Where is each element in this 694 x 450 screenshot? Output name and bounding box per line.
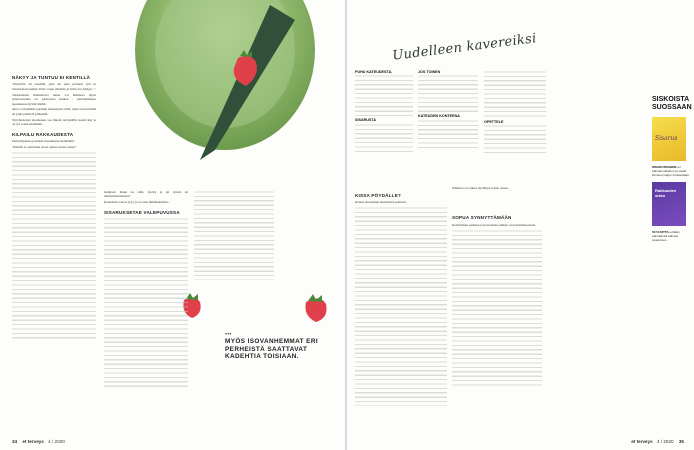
book1-description: SISARUSSUHDE on elämänmittainen ja vaatii ihmisen paljon ilmaisultaan. [652,165,690,177]
right-column-1 [355,70,413,160]
book-title: Rakkauden sisko [655,188,677,198]
filler-text [418,74,478,114]
strawberry-small-icon-2 [300,290,336,326]
label-sisarusta: SISARUSTA [355,118,377,123]
filler-text [418,119,478,149]
filler-text [12,151,96,341]
filler-text [355,206,447,406]
paragraph: Työyhteisössä sisarkateus saa ilmetä vertymällä, kenkä käy ja on työ toisia enemmän. [12,117,96,127]
quote-dots: ••• [225,332,232,338]
filler-text [355,74,413,118]
right-column-4 [355,186,447,421]
label-puhu: PUHU KATEUDESTA, [355,70,393,74]
label-kateuden: KATEUDEN KONTEENA [418,114,460,119]
brand: et terveys [631,439,653,444]
filler-text [355,123,413,153]
brand: et terveys [22,439,44,444]
filler-text [194,190,274,280]
heading-1: NÄKYY JA TUNTUU EI KENTILLÄ [12,75,91,80]
page-number: 34 [12,439,18,444]
paragraph: Aina voi kadehtia parempi menestystä, niitä, jotka saavat nimiä tai jotka pääsivät pölkeällä. [12,107,96,116]
footer-left [12,439,65,444]
strawberry-plate-illustration [120,0,320,190]
left-column-3 [194,190,274,290]
article-title: Uudelleen kavereiksi [391,31,538,64]
heading-3: SISARUKSETAE VALEPUVUSSA [104,209,180,215]
paragraph: Kateus sisaruuden merkitystä pelataan. [355,200,407,205]
paragraph: "Kaikila se saavuttaa sinun anaan enaan anaan" [12,144,77,149]
paragraph: hengissä. Kuka on siitti, kyräty ja tai työssä tai ammattituomioista? [104,190,188,199]
filler-text [104,217,188,387]
sidebar [652,96,694,242]
left-column-2 [104,190,188,425]
label-opettele: OPETTELE [484,120,504,124]
paragraph: Sisarkateutta muistuttava tunne voi kimmota myös työkavereiden tai ystävysten kesken - parhaimmassa tapauksessa hyvää mieltä. [12,92,96,106]
paragraph: Keskiväisen perheen ja kavereiden suhteet ovat monimuotoisia. [452,222,536,227]
right-column-5 [452,186,542,421]
left-page [0,0,346,450]
filler-text [484,124,546,154]
filler-text [452,229,542,389]
issue: 4 / 2020 [656,439,674,444]
book-title: Sisarus [655,135,678,142]
intro-quote: "Pomoilla oli suosikki, joka sai aina parhaat työt ja hienoimmat matkat. Etsin vuoja viitoksia ja tekin sen pääsyn..." [12,82,96,91]
book-cover-sisarus [652,117,686,161]
label-jos: JOS TOINEN [418,70,441,74]
paragraph: Ihmisten on vaikea hyväksyä toisen onnea. [452,186,509,190]
heading-4: KISSA PÖYDÄLLE? [355,193,401,198]
footer-right [631,439,684,444]
paragraph: Kateusista valoaa ja ja, ja on aina ihmiskunnalla... [104,200,171,205]
heading-2: KILPAILU RAKKAUDESTA [12,131,74,137]
book-cover-rakkaus [652,182,686,226]
left-column-1 [12,74,96,424]
heading-5: SOPUA SYNNYTTÄMÄÄN [452,215,512,221]
paragraph: Pertinnöjansua jossakin sisaruksesta herättämä. [12,138,75,143]
right-column-3 [484,70,546,160]
issue: 4 / 2020 [48,439,65,444]
book2-description: 50 VUOTTA erillään elämäänsä eläneet sisarukset... [652,230,680,242]
sidebar-title: SISKOISTA SUOSSAAN [652,96,692,111]
right-column-2 [418,70,478,160]
filler-text [484,70,546,120]
pull-quote: MYÖS ISOVANHEMMAT ERI PERHEISTÄ SAATTAVAT KADEHTIA TOISIAAN. [225,338,319,361]
page-number: 35 [678,439,684,444]
